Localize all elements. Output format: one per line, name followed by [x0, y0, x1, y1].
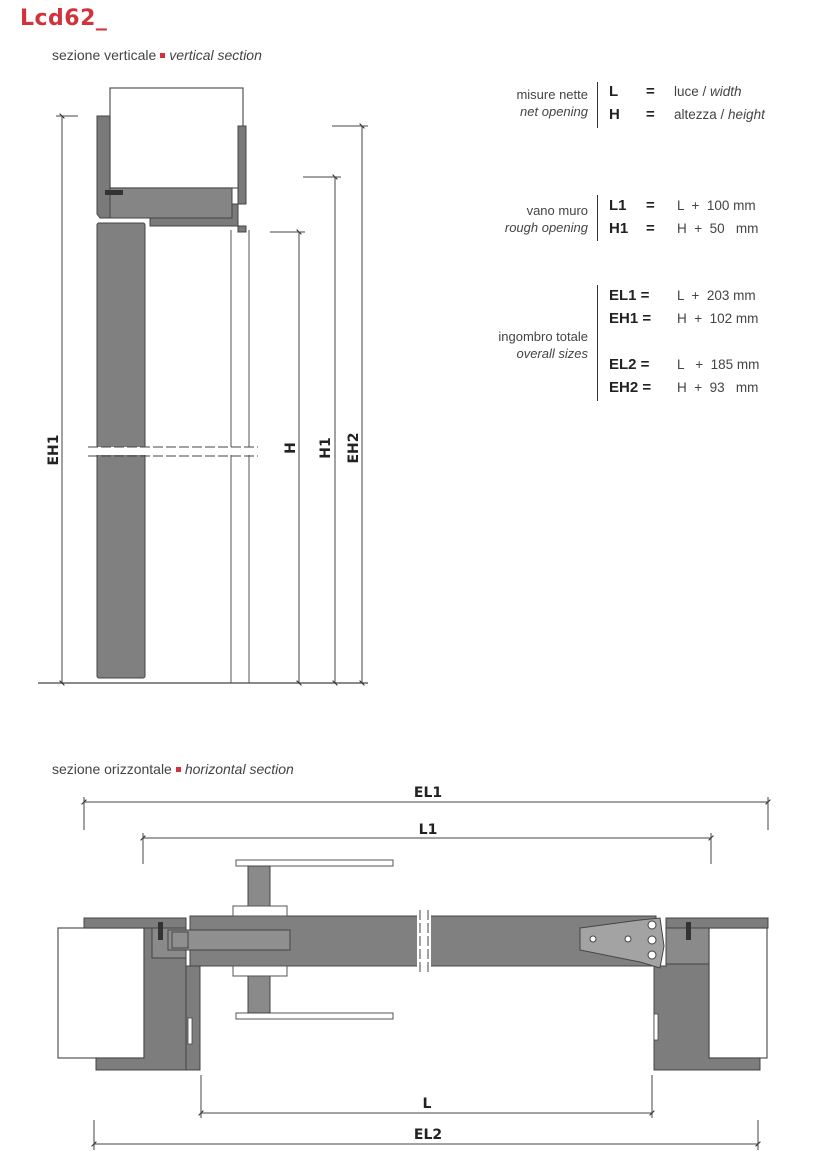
gasket	[654, 1014, 658, 1040]
hinge-pin	[590, 936, 596, 942]
legend-value: H + 50 mm	[677, 221, 759, 236]
break-gap	[90, 447, 258, 455]
legend-equals: =	[646, 83, 655, 100]
legend-symbol: EH1 =	[609, 310, 652, 327]
vertical-caption-it: sezione verticale	[52, 47, 157, 63]
legend-value: L + 203 mm	[677, 288, 756, 303]
legend-value: H + 93 mm	[677, 380, 759, 395]
legend-symbol: H1	[609, 220, 629, 237]
legend-value-en: height	[728, 107, 765, 122]
brand-logo: Lcd62_	[20, 6, 108, 31]
dim-label-l: L	[422, 1096, 432, 1112]
rosette	[233, 906, 287, 916]
gasket	[105, 190, 123, 195]
gasket	[158, 922, 163, 940]
dim-label-l1: L1	[418, 822, 438, 838]
legend-equals: =	[646, 106, 655, 123]
gasket	[188, 1018, 192, 1044]
hinge-pin	[648, 951, 656, 959]
handle-spindle	[248, 976, 270, 1013]
right-wall	[709, 928, 767, 1058]
lock-body	[168, 930, 290, 950]
handle-lever-bottom	[236, 1013, 393, 1019]
legend-symbol: L	[609, 83, 619, 100]
net-label-en: net opening	[520, 104, 588, 119]
gasket	[686, 922, 691, 940]
legend-symbol: EH2 =	[609, 379, 652, 396]
legend-symbol: EL2 =	[609, 356, 650, 373]
vertical-section	[38, 88, 368, 683]
hinge-pin	[648, 936, 656, 944]
legend-value-it: luce /	[674, 84, 707, 99]
overall-label-it: ingombro totale	[498, 329, 588, 344]
overall-label-en: overall sizes	[516, 346, 588, 361]
legend-equals: =	[646, 197, 655, 214]
dim-label-eh2: EH2	[346, 432, 362, 464]
legend-value-it: altezza /	[674, 107, 725, 122]
dim-label-el2: EL2	[413, 1127, 443, 1143]
legend-value-en: width	[710, 84, 742, 99]
break-gap	[417, 912, 431, 972]
dim-label-h: H	[283, 442, 299, 454]
rosette	[233, 966, 287, 976]
horizontal-caption-it: sezione orizzontale	[52, 761, 172, 777]
hinge-pin	[648, 921, 656, 929]
horizontal-section	[58, 785, 768, 1150]
legend-symbol: EL1 =	[609, 287, 650, 304]
hinge-pin	[625, 936, 631, 942]
net-label-it: misure nette	[516, 87, 588, 102]
legend-symbol: L1	[609, 197, 627, 214]
rough-label-en: rough opening	[504, 220, 588, 235]
legend-equals: =	[646, 220, 655, 237]
legend-value: L + 100 mm	[677, 198, 756, 213]
horizontal-caption-en: horizontal section	[184, 761, 294, 777]
handle-lever-top	[236, 860, 393, 866]
dim-label-h1: H1	[318, 437, 334, 459]
legend-value: H + 102 mm	[677, 311, 759, 326]
handle-spindle	[248, 866, 270, 906]
legend-value: L + 185 mm	[677, 357, 760, 372]
dim-label-el1: EL1	[413, 785, 443, 801]
rough-label-it: vano muro	[526, 203, 588, 218]
vertical-caption-en: vertical section	[169, 47, 262, 63]
dim-label-eh1: EH1	[46, 434, 62, 466]
left-wall	[58, 928, 144, 1058]
wall-block	[110, 88, 243, 188]
legend-symbol: H	[609, 106, 620, 123]
lintel	[110, 188, 232, 218]
